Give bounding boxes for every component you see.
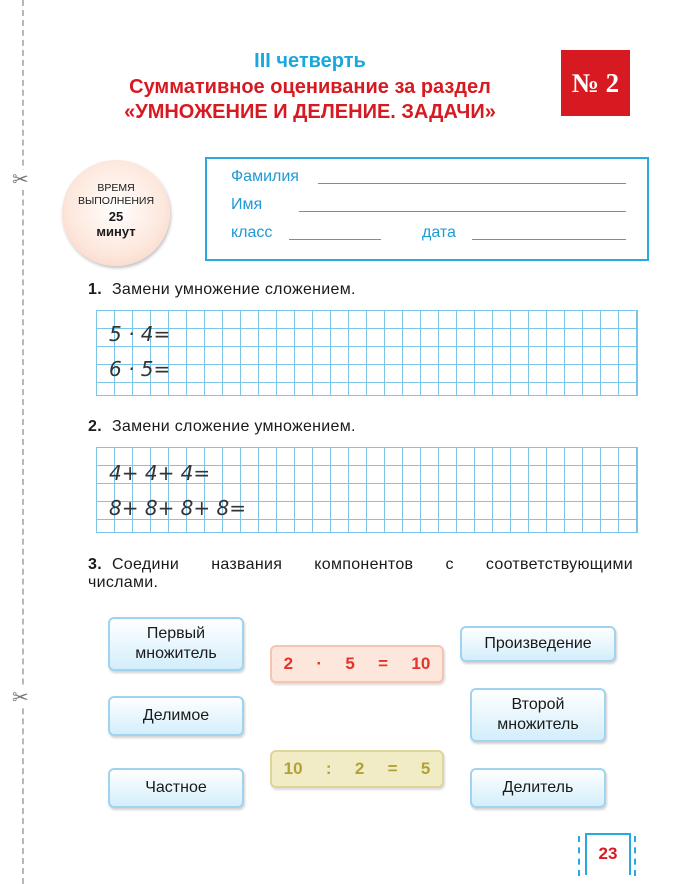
scissors-icon: ✂ <box>12 169 29 191</box>
component-product[interactable]: Произведение <box>460 626 616 662</box>
class-label: класс <box>231 224 273 241</box>
date-field[interactable] <box>472 239 626 240</box>
name-field[interactable] <box>299 211 626 212</box>
section-title: «УМНОЖЕНИЕ И ДЕЛЕНИЕ. ЗАДАЧИ» <box>124 101 496 123</box>
time-label: ВРЕМЯ <box>97 182 135 194</box>
task-2-text: Замени сложение умножением. <box>111 418 356 435</box>
task-2-number: 2. <box>88 418 102 435</box>
equation-division[interactable] <box>270 750 444 788</box>
time-label-2: ВЫПОЛНЕНИЯ <box>77 195 155 207</box>
eq1-factor-2[interactable]: 5 <box>345 654 355 673</box>
component-dividend[interactable]: Делимое <box>108 696 244 736</box>
time-value: 25 <box>108 209 124 224</box>
task-1-instruction <box>88 281 356 299</box>
component-second-factor[interactable]: Второй множитель <box>470 688 606 742</box>
cut-line <box>22 0 24 884</box>
task-1-grid[interactable] <box>96 310 638 396</box>
task-1-expression-1: 5 · 4= <box>109 322 171 346</box>
task-1-number: 1. <box>88 281 102 298</box>
task-2-expression-1: 4+ 4+ 4= <box>109 461 211 485</box>
surname-field[interactable] <box>318 183 626 184</box>
eq1-factor-1[interactable]: 2 <box>283 654 294 673</box>
eq2-dividend[interactable]: 10 <box>283 759 303 778</box>
equation-multiplication[interactable] <box>270 645 444 683</box>
task-1-expression-2: 6 · 5= <box>109 357 171 381</box>
eq1-operator: · <box>316 654 323 673</box>
page-number-border <box>578 836 580 876</box>
task-3-number: 3. <box>88 556 102 573</box>
page-number-border <box>634 836 636 876</box>
time-unit: минут <box>96 224 136 239</box>
scissors-icon: ✂ <box>12 687 29 709</box>
date-label: дата <box>422 224 456 241</box>
task-2-expression-2: 8+ 8+ 8+ 8= <box>109 496 247 520</box>
component-first-factor[interactable]: Первый множитель <box>108 617 244 671</box>
page-title: Суммативное оценивание за раздел <box>129 76 491 98</box>
eq1-equals: = <box>378 654 389 673</box>
assessment-number-badge: № 2 <box>561 50 630 116</box>
task-3-instruction <box>88 556 633 592</box>
time-badge <box>62 160 170 266</box>
task-1-text: Замени умножение сложением. <box>111 281 356 298</box>
page-number: 23 <box>585 833 631 875</box>
surname-label: Фамилия <box>231 168 299 185</box>
task-2-grid[interactable] <box>96 447 638 533</box>
task-2-instruction <box>88 418 356 436</box>
eq2-quotient[interactable]: 5 <box>420 759 431 778</box>
name-label: Имя <box>231 196 263 213</box>
eq2-equals: = <box>387 759 398 778</box>
component-divisor[interactable]: Делитель <box>470 768 606 808</box>
eq1-product[interactable]: 10 <box>411 654 431 673</box>
class-field[interactable] <box>289 239 381 240</box>
component-quotient[interactable]: Частное <box>108 768 244 808</box>
task-3-text-line-2: числами. <box>88 574 159 591</box>
student-info-box <box>205 157 649 261</box>
quarter-heading: III четверть <box>254 50 366 72</box>
eq2-divisor[interactable]: 2 <box>354 759 365 778</box>
task-3-text-line-1: Соедини названия компонентов с соответствующими <box>111 556 633 573</box>
eq2-operator: : <box>325 759 332 778</box>
